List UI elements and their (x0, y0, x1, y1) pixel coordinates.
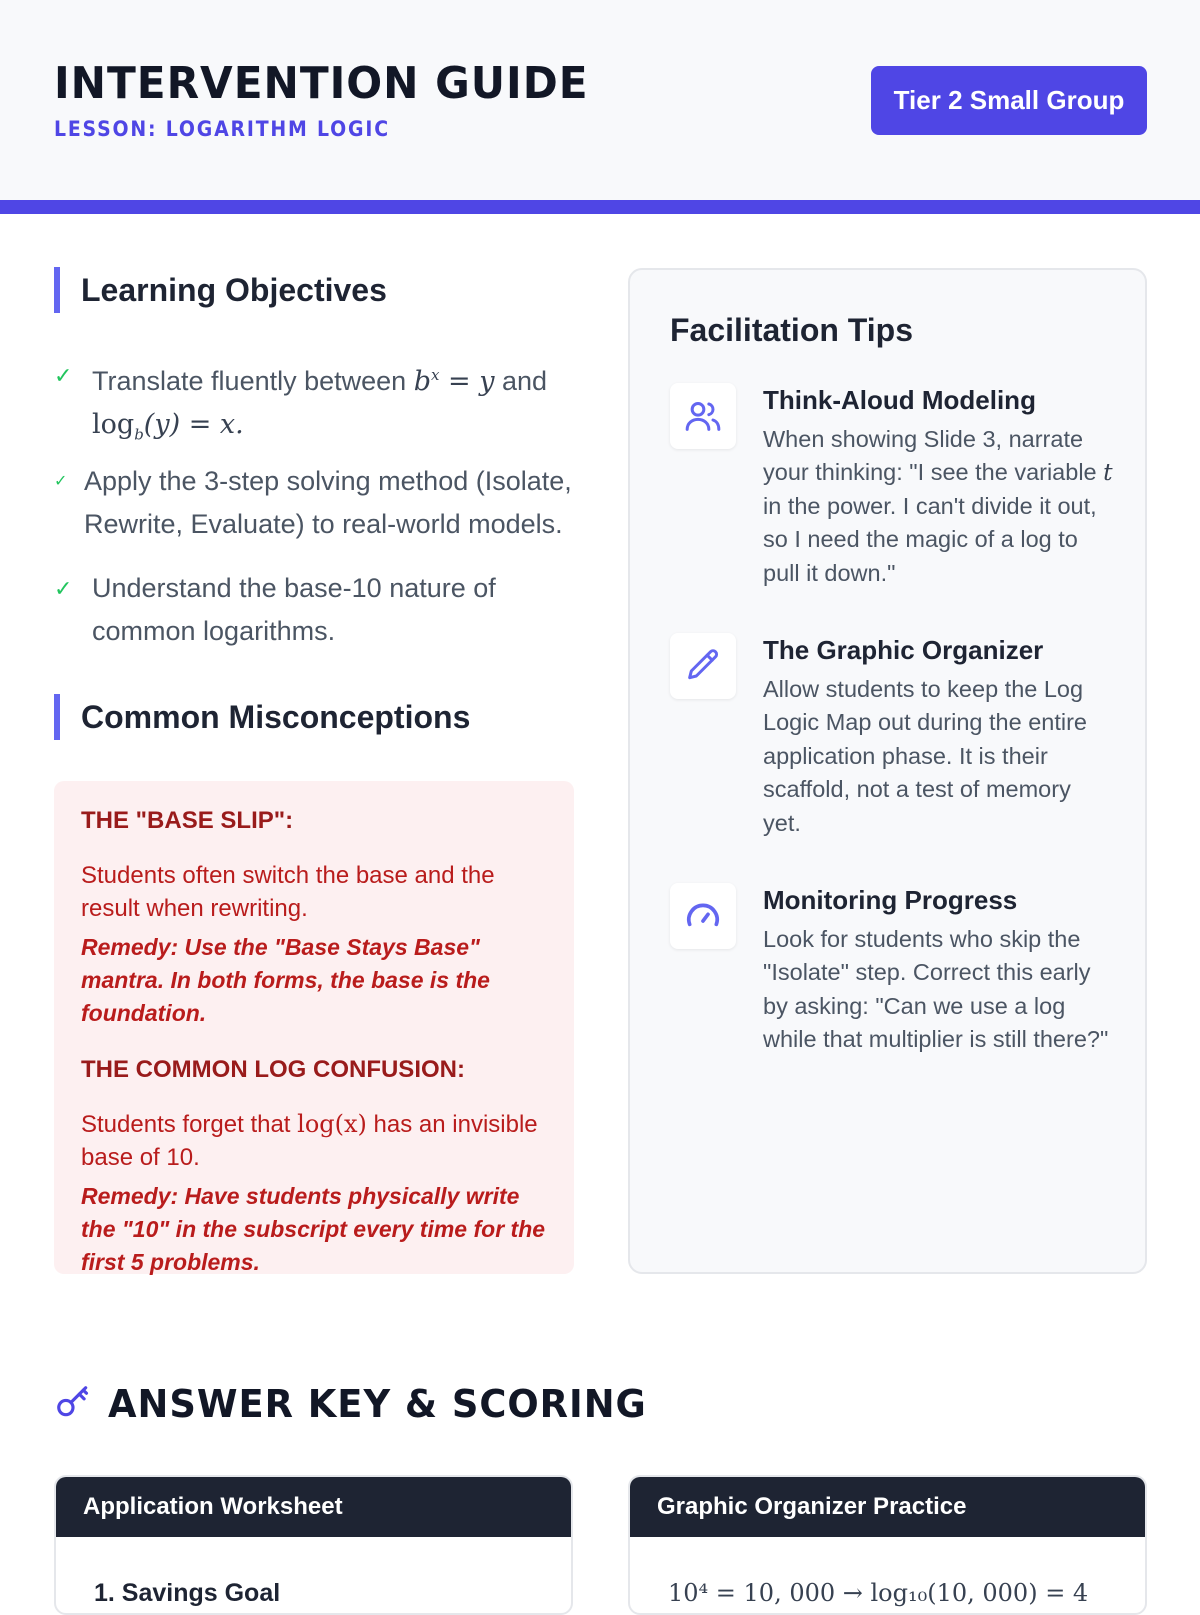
card-title: Graphic Organizer Practice (630, 1477, 1145, 1537)
tip-title: Think-Aloud Modeling (763, 385, 1036, 415)
lesson-subtitle: LESSON: LOGARITHM LOGIC (54, 117, 390, 141)
facilitation-tips-card (628, 268, 1147, 1274)
tips-heading: Facilitation Tips (670, 312, 913, 348)
tip-body: Allow students to keep the Log Logic Map out during the entire application phase. It is their scaffold, not a test of memory yet. (763, 676, 1087, 836)
check-icon: ✓ (54, 363, 73, 388)
organizer-equation: 10⁴ = 10, 000 → log₁₀(10, 000) = 4 (668, 1579, 1089, 1607)
objective-item (54, 567, 554, 653)
tier-badge-button[interactable]: Tier 2 Small Group (871, 66, 1147, 135)
users-icon (670, 383, 736, 449)
page-title: INTERVENTION GUIDE (54, 58, 589, 109)
check-icon: ✓ (54, 576, 73, 601)
key-icon (54, 1383, 92, 1426)
misconceptions-heading: Common Misconceptions (54, 694, 470, 740)
misconception-text: Students often switch the base and the result when rewriting. (81, 862, 495, 922)
objective-item (54, 354, 584, 456)
answer-key-header (54, 1382, 663, 1426)
tip-title: Monitoring Progress (763, 885, 1018, 915)
misconception-remedy: Remedy: Have students physically write the "10" in the subscript every time for the first 5 problems. (81, 1183, 546, 1275)
graphic-organizer-card (628, 1475, 1147, 1615)
check-icon: ✓ (54, 473, 68, 490)
tip-body: Look for students who skip the "Isolate" step. Correct this early by asking: "Can we use a log while that multiplier is still there?" (763, 926, 1109, 1053)
misconception-title: THE COMMON LOG CONFUSION: (81, 1056, 465, 1083)
pencil-icon (670, 633, 736, 699)
tip-body: When showing Slide 3, narrate your thinking: "I see the variable t in the power. I can't divide it out, so I need the magic of a log to pull it down." (763, 426, 1113, 586)
misconception-text: Students forget that log(x) has an invisible base of 10. (81, 1110, 538, 1171)
objective-text: Translate fluently between $b^x = y$ and $\log_b(y) = x$. (92, 366, 548, 444)
gauge-icon (670, 883, 736, 949)
application-worksheet-card (54, 1475, 573, 1615)
misconceptions-box (54, 781, 574, 1274)
tip-title: The Graphic Organizer (763, 635, 1044, 665)
misconception-title: THE "BASE SLIP": (81, 807, 294, 834)
answer-key-title: ANSWER KEY & SCORING (108, 1382, 647, 1426)
objective-item (54, 460, 584, 546)
card-title: Application Worksheet (56, 1477, 571, 1537)
objective-text: Apply the 3-step solving method (Isolate, Rewrite, Evaluate) to real-world models. (84, 466, 572, 539)
objectives-heading: Learning Objectives (54, 267, 387, 313)
worksheet-item: 1. Savings Goal (94, 1579, 281, 1607)
objective-text: Understand the base-10 nature of common logarithms. (92, 573, 496, 646)
header-accent-bar (0, 200, 1200, 214)
page-header (0, 0, 1200, 200)
misconception-remedy: Remedy: Use the "Base Stays Base" mantra. In both forms, the base is the foundation. (81, 934, 490, 1026)
